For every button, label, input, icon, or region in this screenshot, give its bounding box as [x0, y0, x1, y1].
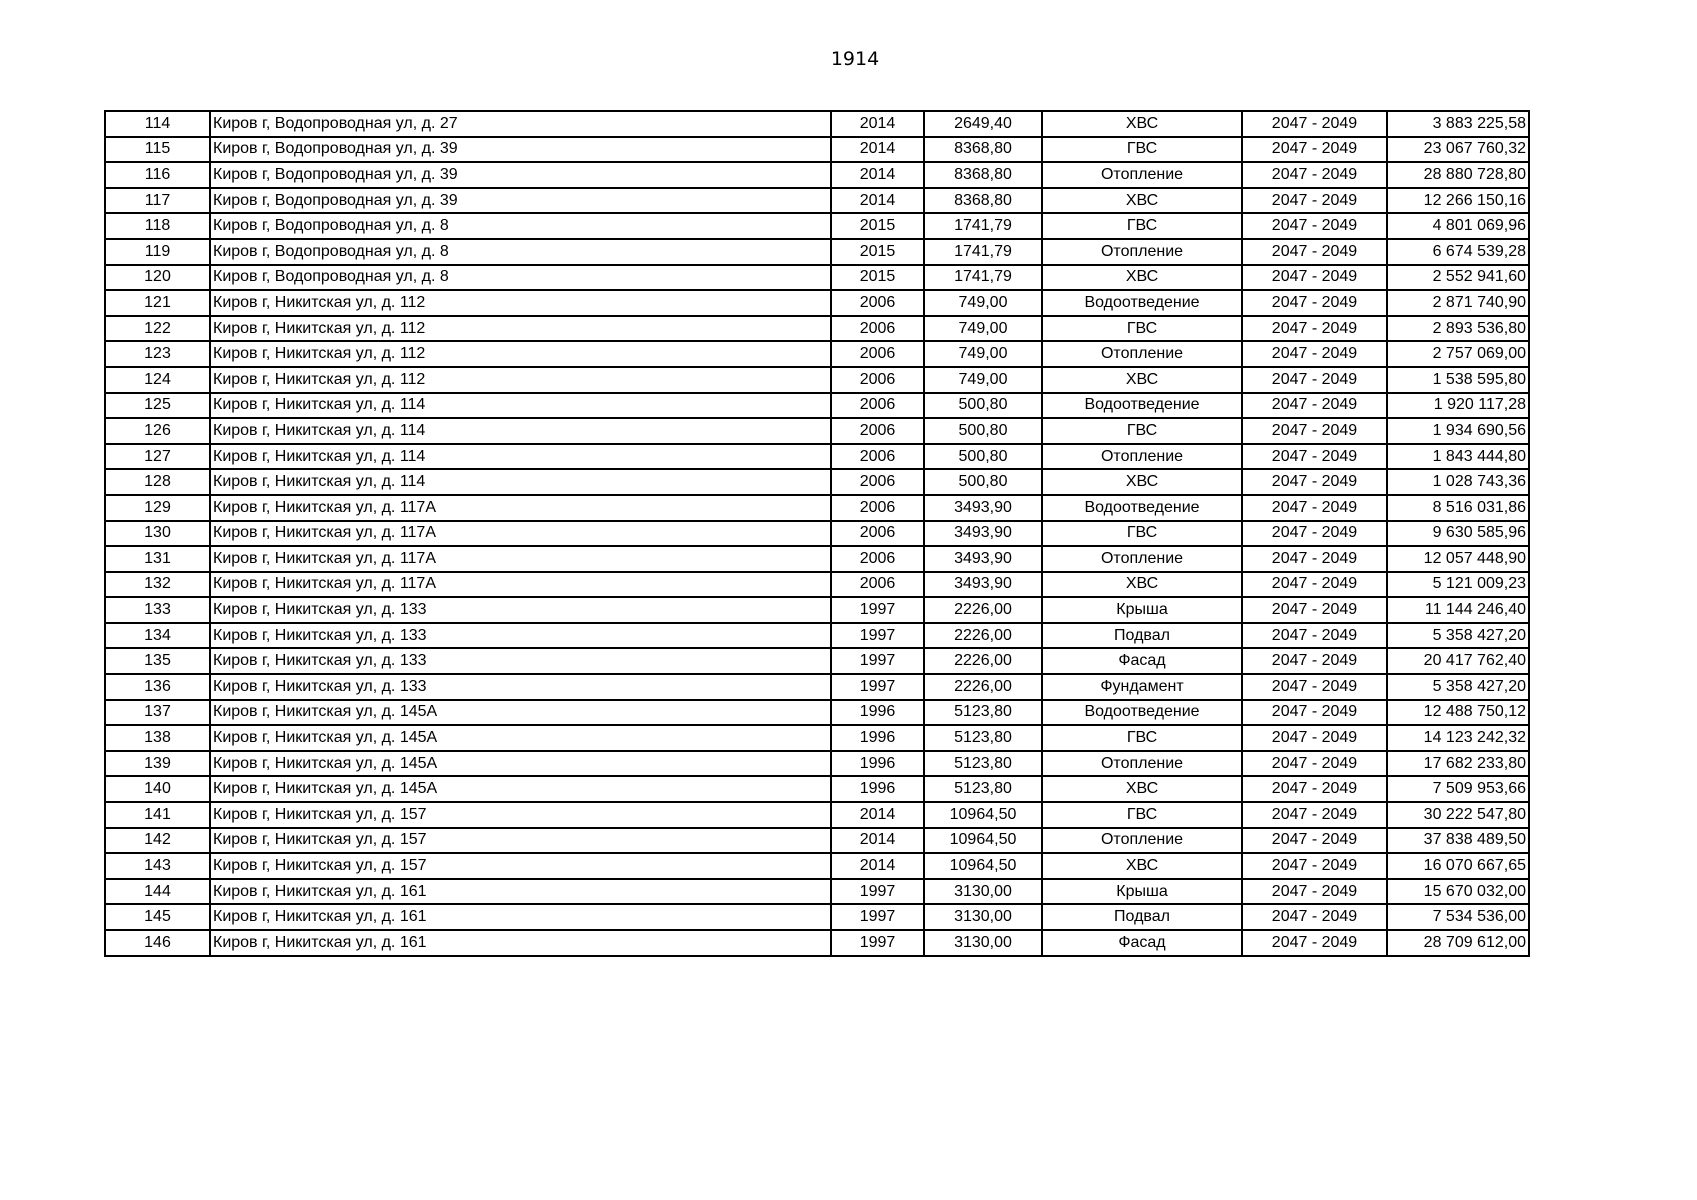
address-cell: Киров г, Никитская ул, д. 114: [210, 418, 831, 444]
address-cell: Киров г, Никитская ул, д. 133: [210, 674, 831, 700]
row-number-cell: 117: [105, 188, 210, 214]
cost-cell: 20 417 762,40: [1387, 648, 1529, 674]
table-body: [105, 111, 1529, 956]
period-cell: 2047 - 2049: [1242, 469, 1387, 495]
cost-cell: 7 534 536,00: [1387, 904, 1529, 930]
table-row: [105, 290, 1529, 316]
row-number-cell: 146: [105, 930, 210, 956]
area-cell: 3493,90: [924, 495, 1042, 521]
table-row: [105, 495, 1529, 521]
row-number-cell: 128: [105, 469, 210, 495]
work-type-cell: ГВС: [1042, 521, 1242, 547]
address-cell: Киров г, Никитская ул, д. 161: [210, 879, 831, 905]
cost-cell: 16 070 667,65: [1387, 853, 1529, 879]
cost-cell: 1 934 690,56: [1387, 418, 1529, 444]
area-cell: 500,80: [924, 469, 1042, 495]
period-cell: 2047 - 2049: [1242, 290, 1387, 316]
cost-cell: 12 488 750,12: [1387, 700, 1529, 726]
area-cell: 2226,00: [924, 597, 1042, 623]
cost-cell: 28 880 728,80: [1387, 162, 1529, 188]
address-cell: Киров г, Никитская ул, д. 112: [210, 290, 831, 316]
cost-cell: 2 893 536,80: [1387, 316, 1529, 342]
table-row: [105, 674, 1529, 700]
period-cell: 2047 - 2049: [1242, 341, 1387, 367]
area-cell: 2226,00: [924, 674, 1042, 700]
address-cell: Киров г, Водопроводная ул, д. 8: [210, 213, 831, 239]
cost-cell: 14 123 242,32: [1387, 725, 1529, 751]
area-cell: 8368,80: [924, 162, 1042, 188]
build-year-cell: 2014: [831, 162, 924, 188]
table-row: [105, 700, 1529, 726]
cost-cell: 15 670 032,00: [1387, 879, 1529, 905]
work-type-cell: ХВС: [1042, 111, 1242, 137]
row-number-cell: 145: [105, 904, 210, 930]
address-cell: Киров г, Никитская ул, д. 161: [210, 904, 831, 930]
address-cell: Киров г, Никитская ул, д. 112: [210, 316, 831, 342]
period-cell: 2047 - 2049: [1242, 751, 1387, 777]
area-cell: 1741,79: [924, 213, 1042, 239]
period-cell: 2047 - 2049: [1242, 265, 1387, 291]
period-cell: 2047 - 2049: [1242, 213, 1387, 239]
area-cell: 3130,00: [924, 930, 1042, 956]
row-number-cell: 118: [105, 213, 210, 239]
work-type-cell: Крыша: [1042, 597, 1242, 623]
build-year-cell: 1997: [831, 597, 924, 623]
work-type-cell: Фасад: [1042, 648, 1242, 674]
area-cell: 10964,50: [924, 802, 1042, 828]
build-year-cell: 2014: [831, 111, 924, 137]
area-cell: 3493,90: [924, 546, 1042, 572]
cost-cell: 12 057 448,90: [1387, 546, 1529, 572]
area-cell: 10964,50: [924, 853, 1042, 879]
table-row: [105, 239, 1529, 265]
address-cell: Киров г, Никитская ул, д. 145А: [210, 700, 831, 726]
build-year-cell: 2015: [831, 213, 924, 239]
table-row: [105, 623, 1529, 649]
row-number-cell: 143: [105, 853, 210, 879]
address-cell: Киров г, Никитская ул, д. 145А: [210, 751, 831, 777]
area-cell: 5123,80: [924, 751, 1042, 777]
cost-cell: 3 883 225,58: [1387, 111, 1529, 137]
address-cell: Киров г, Водопроводная ул, д. 8: [210, 239, 831, 265]
row-number-cell: 134: [105, 623, 210, 649]
build-year-cell: 2014: [831, 828, 924, 854]
cost-cell: 6 674 539,28: [1387, 239, 1529, 265]
area-cell: 8368,80: [924, 137, 1042, 163]
row-number-cell: 125: [105, 393, 210, 419]
cost-cell: 1 028 743,36: [1387, 469, 1529, 495]
cost-cell: 30 222 547,80: [1387, 802, 1529, 828]
period-cell: 2047 - 2049: [1242, 725, 1387, 751]
build-year-cell: 2015: [831, 265, 924, 291]
address-cell: Киров г, Никитская ул, д. 133: [210, 623, 831, 649]
cost-cell: 1 538 595,80: [1387, 367, 1529, 393]
build-year-cell: 2006: [831, 290, 924, 316]
cost-cell: 28 709 612,00: [1387, 930, 1529, 956]
build-year-cell: 1997: [831, 930, 924, 956]
table-row: [105, 188, 1529, 214]
work-type-cell: Отопление: [1042, 162, 1242, 188]
row-number-cell: 122: [105, 316, 210, 342]
build-year-cell: 2006: [831, 367, 924, 393]
table-row: [105, 776, 1529, 802]
area-cell: 500,80: [924, 393, 1042, 419]
area-cell: 3130,00: [924, 904, 1042, 930]
cost-cell: 23 067 760,32: [1387, 137, 1529, 163]
row-number-cell: 137: [105, 700, 210, 726]
table-row: [105, 521, 1529, 547]
period-cell: 2047 - 2049: [1242, 674, 1387, 700]
row-number-cell: 139: [105, 751, 210, 777]
area-cell: 749,00: [924, 316, 1042, 342]
work-type-cell: ХВС: [1042, 367, 1242, 393]
work-type-cell: Водоотведение: [1042, 700, 1242, 726]
row-number-cell: 119: [105, 239, 210, 265]
build-year-cell: 2014: [831, 188, 924, 214]
cost-cell: 1 843 444,80: [1387, 444, 1529, 470]
cost-cell: 4 801 069,96: [1387, 213, 1529, 239]
work-type-cell: Фасад: [1042, 930, 1242, 956]
table-row: [105, 367, 1529, 393]
row-number-cell: 120: [105, 265, 210, 291]
work-type-cell: Водоотведение: [1042, 495, 1242, 521]
cost-cell: 8 516 031,86: [1387, 495, 1529, 521]
build-year-cell: 2006: [831, 393, 924, 419]
table-row: [105, 648, 1529, 674]
work-type-cell: ХВС: [1042, 853, 1242, 879]
period-cell: 2047 - 2049: [1242, 700, 1387, 726]
address-cell: Киров г, Никитская ул, д. 133: [210, 597, 831, 623]
address-cell: Киров г, Никитская ул, д. 133: [210, 648, 831, 674]
work-type-cell: Подвал: [1042, 904, 1242, 930]
area-cell: 1741,79: [924, 265, 1042, 291]
period-cell: 2047 - 2049: [1242, 776, 1387, 802]
address-cell: Киров г, Никитская ул, д. 157: [210, 802, 831, 828]
cost-cell: 5 121 009,23: [1387, 572, 1529, 598]
build-year-cell: 1997: [831, 904, 924, 930]
table-row: [105, 316, 1529, 342]
table-row: [105, 469, 1529, 495]
work-type-cell: ХВС: [1042, 188, 1242, 214]
work-type-cell: ХВС: [1042, 776, 1242, 802]
table-row: [105, 111, 1529, 137]
build-year-cell: 2014: [831, 137, 924, 163]
work-type-cell: ГВС: [1042, 137, 1242, 163]
cost-cell: 7 509 953,66: [1387, 776, 1529, 802]
area-cell: 749,00: [924, 367, 1042, 393]
build-year-cell: 1997: [831, 879, 924, 905]
work-type-cell: Подвал: [1042, 623, 1242, 649]
work-type-cell: ГВС: [1042, 418, 1242, 444]
area-cell: 5123,80: [924, 725, 1042, 751]
area-cell: 5123,80: [924, 776, 1042, 802]
build-year-cell: 2006: [831, 495, 924, 521]
cost-cell: 11 144 246,40: [1387, 597, 1529, 623]
period-cell: 2047 - 2049: [1242, 239, 1387, 265]
build-year-cell: 1996: [831, 751, 924, 777]
area-cell: 2226,00: [924, 648, 1042, 674]
address-cell: Киров г, Водопроводная ул, д. 39: [210, 188, 831, 214]
cost-cell: 1 920 117,28: [1387, 393, 1529, 419]
area-cell: 3130,00: [924, 879, 1042, 905]
cost-cell: 2 552 941,60: [1387, 265, 1529, 291]
row-number-cell: 115: [105, 137, 210, 163]
build-year-cell: 1997: [831, 623, 924, 649]
address-cell: Киров г, Никитская ул, д. 117А: [210, 495, 831, 521]
build-year-cell: 2006: [831, 469, 924, 495]
build-year-cell: 2006: [831, 418, 924, 444]
row-number-cell: 116: [105, 162, 210, 188]
area-cell: 10964,50: [924, 828, 1042, 854]
period-cell: 2047 - 2049: [1242, 853, 1387, 879]
area-cell: 500,80: [924, 444, 1042, 470]
work-type-cell: ХВС: [1042, 572, 1242, 598]
cost-cell: 17 682 233,80: [1387, 751, 1529, 777]
row-number-cell: 133: [105, 597, 210, 623]
period-cell: 2047 - 2049: [1242, 648, 1387, 674]
area-cell: 1741,79: [924, 239, 1042, 265]
period-cell: 2047 - 2049: [1242, 879, 1387, 905]
period-cell: 2047 - 2049: [1242, 111, 1387, 137]
cost-cell: 12 266 150,16: [1387, 188, 1529, 214]
table-row: [105, 393, 1529, 419]
build-year-cell: 1996: [831, 700, 924, 726]
build-year-cell: 2006: [831, 341, 924, 367]
row-number-cell: 138: [105, 725, 210, 751]
page-number: 1914: [830, 48, 880, 70]
build-year-cell: 2015: [831, 239, 924, 265]
row-number-cell: 130: [105, 521, 210, 547]
address-cell: Киров г, Никитская ул, д. 114: [210, 469, 831, 495]
area-cell: 749,00: [924, 341, 1042, 367]
work-type-cell: ГВС: [1042, 802, 1242, 828]
address-cell: Киров г, Никитская ул, д. 157: [210, 828, 831, 854]
row-number-cell: 141: [105, 802, 210, 828]
address-cell: Киров г, Никитская ул, д. 114: [210, 444, 831, 470]
cost-cell: 5 358 427,20: [1387, 674, 1529, 700]
period-cell: 2047 - 2049: [1242, 393, 1387, 419]
row-number-cell: 135: [105, 648, 210, 674]
table-row: [105, 802, 1529, 828]
build-year-cell: 2006: [831, 316, 924, 342]
period-cell: 2047 - 2049: [1242, 521, 1387, 547]
area-cell: 2226,00: [924, 623, 1042, 649]
table-row: [105, 418, 1529, 444]
work-type-cell: ГВС: [1042, 725, 1242, 751]
cost-cell: 37 838 489,50: [1387, 828, 1529, 854]
period-cell: 2047 - 2049: [1242, 188, 1387, 214]
work-type-cell: Крыша: [1042, 879, 1242, 905]
work-type-cell: Отопление: [1042, 341, 1242, 367]
work-type-cell: Фундамент: [1042, 674, 1242, 700]
build-year-cell: 2014: [831, 853, 924, 879]
address-cell: Киров г, Водопроводная ул, д. 39: [210, 137, 831, 163]
row-number-cell: 142: [105, 828, 210, 854]
build-year-cell: 2006: [831, 572, 924, 598]
period-cell: 2047 - 2049: [1242, 597, 1387, 623]
area-cell: 500,80: [924, 418, 1042, 444]
address-cell: Киров г, Никитская ул, д. 114: [210, 393, 831, 419]
row-number-cell: 127: [105, 444, 210, 470]
table-row: [105, 162, 1529, 188]
address-cell: Киров г, Водопроводная ул, д. 8: [210, 265, 831, 291]
address-cell: Киров г, Никитская ул, д. 157: [210, 853, 831, 879]
table-row: [105, 572, 1529, 598]
table-row: [105, 828, 1529, 854]
period-cell: 2047 - 2049: [1242, 418, 1387, 444]
area-cell: 5123,80: [924, 700, 1042, 726]
address-cell: Киров г, Водопроводная ул, д. 27: [210, 111, 831, 137]
work-type-cell: Водоотведение: [1042, 393, 1242, 419]
work-type-cell: Отопление: [1042, 828, 1242, 854]
table-row: [105, 341, 1529, 367]
period-cell: 2047 - 2049: [1242, 316, 1387, 342]
address-cell: Киров г, Никитская ул, д. 161: [210, 930, 831, 956]
cost-cell: 2 871 740,90: [1387, 290, 1529, 316]
build-year-cell: 2006: [831, 521, 924, 547]
build-year-cell: 1997: [831, 648, 924, 674]
table-row: [105, 597, 1529, 623]
row-number-cell: 123: [105, 341, 210, 367]
table-row: [105, 213, 1529, 239]
build-year-cell: 2006: [831, 546, 924, 572]
address-cell: Киров г, Никитская ул, д. 145А: [210, 725, 831, 751]
address-cell: Киров г, Никитская ул, д. 145А: [210, 776, 831, 802]
table-row: [105, 751, 1529, 777]
work-type-cell: ГВС: [1042, 316, 1242, 342]
row-number-cell: 132: [105, 572, 210, 598]
row-number-cell: 136: [105, 674, 210, 700]
work-type-cell: ХВС: [1042, 469, 1242, 495]
area-cell: 749,00: [924, 290, 1042, 316]
period-cell: 2047 - 2049: [1242, 495, 1387, 521]
period-cell: 2047 - 2049: [1242, 367, 1387, 393]
address-cell: Киров г, Никитская ул, д. 112: [210, 367, 831, 393]
work-type-cell: ГВС: [1042, 213, 1242, 239]
row-number-cell: 126: [105, 418, 210, 444]
row-number-cell: 124: [105, 367, 210, 393]
build-year-cell: 1996: [831, 776, 924, 802]
row-number-cell: 144: [105, 879, 210, 905]
cost-cell: 9 630 585,96: [1387, 521, 1529, 547]
period-cell: 2047 - 2049: [1242, 444, 1387, 470]
period-cell: 2047 - 2049: [1242, 546, 1387, 572]
table-row: [105, 725, 1529, 751]
work-type-cell: Отопление: [1042, 444, 1242, 470]
build-year-cell: 2014: [831, 802, 924, 828]
address-cell: Киров г, Никитская ул, д. 117А: [210, 546, 831, 572]
work-type-cell: Водоотведение: [1042, 290, 1242, 316]
row-number-cell: 140: [105, 776, 210, 802]
cost-cell: 2 757 069,00: [1387, 341, 1529, 367]
period-cell: 2047 - 2049: [1242, 828, 1387, 854]
period-cell: 2047 - 2049: [1242, 904, 1387, 930]
table-row: [105, 853, 1529, 879]
address-cell: Киров г, Никитская ул, д. 117А: [210, 572, 831, 598]
table-row: [105, 546, 1529, 572]
area-cell: 3493,90: [924, 572, 1042, 598]
row-number-cell: 131: [105, 546, 210, 572]
period-cell: 2047 - 2049: [1242, 930, 1387, 956]
period-cell: 2047 - 2049: [1242, 162, 1387, 188]
period-cell: 2047 - 2049: [1242, 137, 1387, 163]
build-year-cell: 1997: [831, 674, 924, 700]
table-row: [105, 137, 1529, 163]
row-number-cell: 114: [105, 111, 210, 137]
work-type-cell: Отопление: [1042, 546, 1242, 572]
period-cell: 2047 - 2049: [1242, 623, 1387, 649]
table-row: [105, 444, 1529, 470]
table-row: [105, 265, 1529, 291]
repair-schedule-table: [104, 110, 1530, 957]
period-cell: 2047 - 2049: [1242, 802, 1387, 828]
address-cell: Киров г, Никитская ул, д. 117А: [210, 521, 831, 547]
build-year-cell: 2006: [831, 444, 924, 470]
period-cell: 2047 - 2049: [1242, 572, 1387, 598]
work-type-cell: ХВС: [1042, 265, 1242, 291]
build-year-cell: 1996: [831, 725, 924, 751]
work-type-cell: Отопление: [1042, 751, 1242, 777]
row-number-cell: 129: [105, 495, 210, 521]
area-cell: 2649,40: [924, 111, 1042, 137]
area-cell: 8368,80: [924, 188, 1042, 214]
table-row: [105, 930, 1529, 956]
address-cell: Киров г, Никитская ул, д. 112: [210, 341, 831, 367]
address-cell: Киров г, Водопроводная ул, д. 39: [210, 162, 831, 188]
table-row: [105, 904, 1529, 930]
work-type-cell: Отопление: [1042, 239, 1242, 265]
row-number-cell: 121: [105, 290, 210, 316]
cost-cell: 5 358 427,20: [1387, 623, 1529, 649]
area-cell: 3493,90: [924, 521, 1042, 547]
table-row: [105, 879, 1529, 905]
